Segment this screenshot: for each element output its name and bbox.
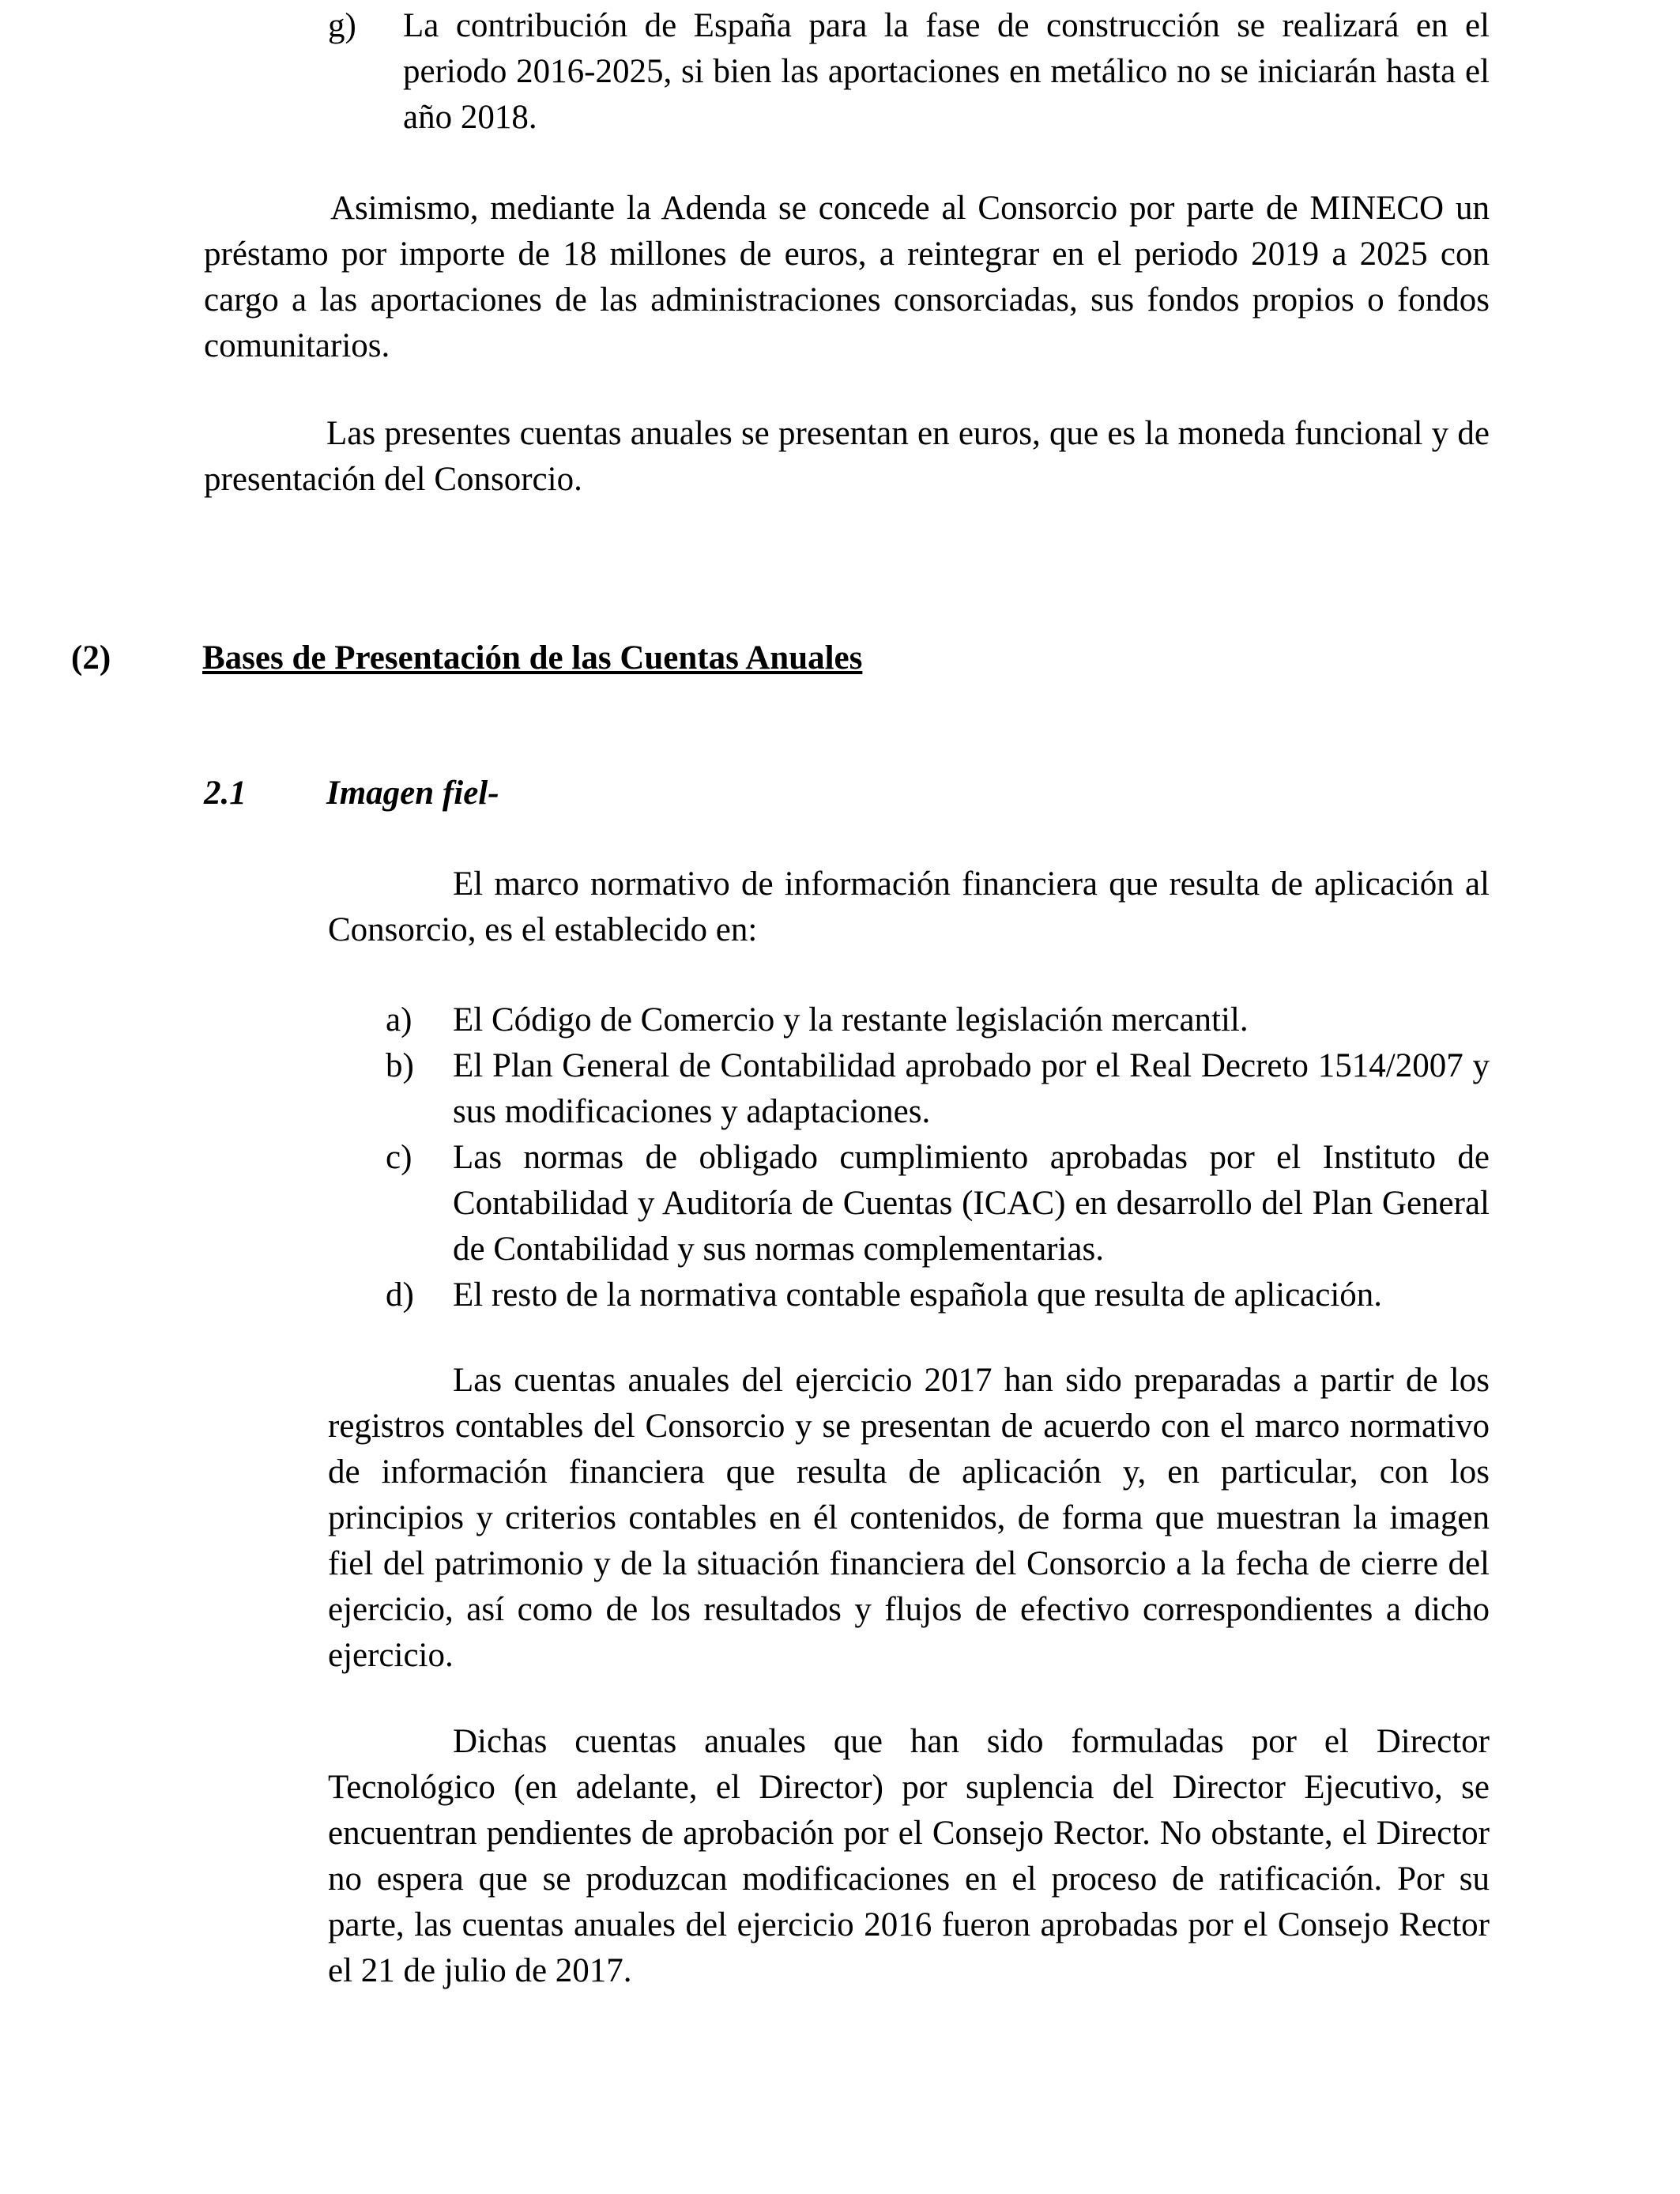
list-marker: g) [328, 7, 356, 44]
list-item [386, 1135, 1490, 1272]
paragraph-approval: Dichas cuentas anuales que han sido formuladas por el Director Tecnológico (en adelante, el Director) por suplencia del Director Ejecutivo, se encuentran pendientes de aprobación por el Consejo Rector. No obstante, el Director no espera que se produzcan modificaciones en el proceso de ratificación. Por su parte, las cuentas anuales del ejercicio 2016 fueron aprobadas por el Consejo Rector el 21 de julio de 2017. [328, 1723, 1490, 1989]
paragraph-currency: Las presentes cuentas anuales se presentan en euros, que es la moneda funcional y de presentación del Consorcio. [204, 415, 1490, 498]
framework-list [386, 997, 1490, 1318]
subsection-title: Imagen fiel- [326, 775, 499, 812]
subsection-number: 2.1 [204, 775, 247, 812]
paragraph-addenda: Asimismo, mediante la Adenda se concede al Consorcio por parte de MINECO un préstamo por importe de 18 millones de euros, a reintegrar en el periodo 2019 a 2025 con cargo a las aportaciones de las administraciones consorciadas, sus fondos propios o fondos comunitarios. [204, 190, 1490, 364]
list-item [386, 1043, 1490, 1135]
list-marker: b) [386, 1047, 414, 1084]
list-item-text: El Plan General de Contabilidad aprobado por el Real Decreto 1514/2007 y sus modificaciones y adaptaciones. [453, 1047, 1490, 1130]
section-title: Bases de Presentación de las Cuentas Anuales [202, 639, 863, 677]
list-marker: a) [386, 1001, 412, 1039]
list-item [386, 1272, 1490, 1318]
list-item [386, 997, 1490, 1043]
paragraph-framework: El marco normativo de información financiera que resulta de aplicación al Consorcio, es el establecido en: [328, 865, 1490, 948]
list-item-text: La contribución de España para la fase de construcción se realizará en el periodo 2016-2025, si bien las aportaciones en metálico no se iniciarán hasta el año 2018. [403, 7, 1490, 136]
list-item-text: El Código de Comercio y la restante legislación mercantil. [453, 1001, 1249, 1039]
section-number: (2) [71, 639, 111, 677]
list-marker: c) [386, 1139, 412, 1176]
list-item-g [328, 3, 1490, 141]
list-item-text: Las normas de obligado cumplimiento aprobadas por el Instituto de Contabilidad y Auditoría de Cuentas (ICAC) en desarrollo del Plan General de Contabilidad y sus normas complementarias. [453, 1139, 1490, 1268]
list-item-text: El resto de la normativa contable española que resulta de aplicación. [453, 1276, 1383, 1314]
paragraph-prepared: Las cuentas anuales del ejercicio 2017 han sido preparadas a partir de los registros contables del Consorcio y se presentan de acuerdo con el marco normativo de información financiera que resulta de aplicación y, en particular, con los principios y criterios contables en él contenidos, de forma que muestran la imagen fiel del patrimonio y de la situación financiera del Consorcio a la fecha de cierre del ejercicio, así como de los resultados y flujos de efectivo correspondientes a dicho ejercicio. [328, 1362, 1490, 1674]
list-marker: d) [386, 1276, 414, 1314]
